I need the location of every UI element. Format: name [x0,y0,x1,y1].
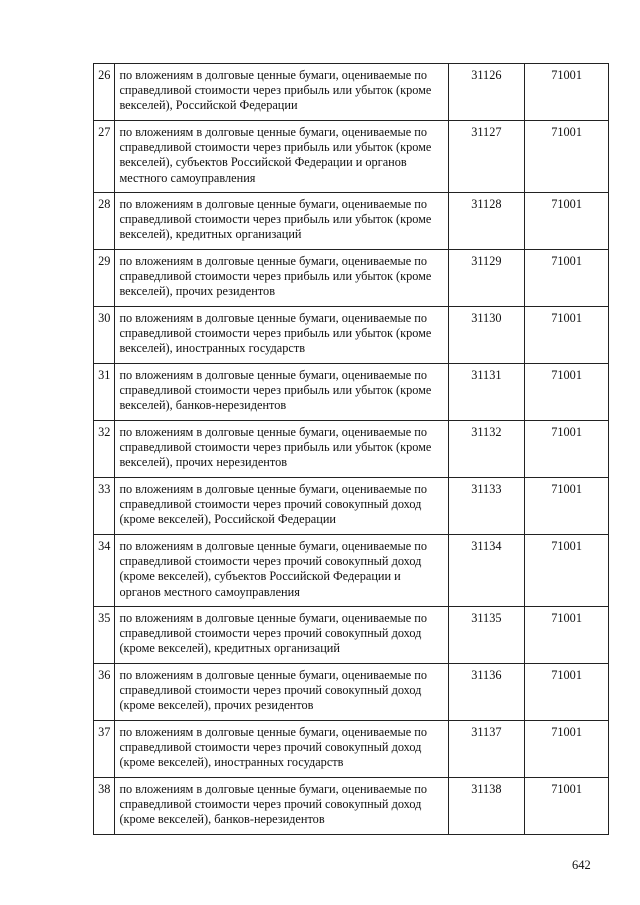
row-number: 31 [94,364,115,421]
corresponding-account: 71001 [525,535,609,607]
row-number: 36 [94,664,115,721]
row-description: по вложениям в долговые ценные бумаги, оцениваемые по справедливой стоимости через прочий совокупный доход (кроме векселей), прочих резидентов [115,664,448,721]
row-description: по вложениям в долговые ценные бумаги, оцениваемые по справедливой стоимости через прибыль или убыток (кроме векселей), прочих нерезидентов [115,421,448,478]
row-number: 28 [94,193,115,250]
row-number: 32 [94,421,115,478]
account-number: 31137 [448,721,525,778]
corresponding-account: 71001 [525,607,609,664]
account-number: 31128 [448,193,525,250]
page-number: 642 [572,858,591,872]
corresponding-account: 71001 [525,778,609,835]
corresponding-account: 71001 [525,478,609,535]
corresponding-account: 71001 [525,421,609,478]
account-number: 31133 [448,478,525,535]
row-description: по вложениям в долговые ценные бумаги, оцениваемые по справедливой стоимости через прибыль или убыток (кроме векселей), иностранных государств [115,307,448,364]
corresponding-account: 71001 [525,250,609,307]
row-description: по вложениям в долговые ценные бумаги, оцениваемые по справедливой стоимости через прибыль или убыток (кроме векселей), Российской Федерации [115,64,448,121]
corresponding-account: 71001 [525,664,609,721]
row-number: 27 [94,121,115,193]
corresponding-account: 71001 [525,721,609,778]
row-description: по вложениям в долговые ценные бумаги, оцениваемые по справедливой стоимости через прочий совокупный доход (кроме векселей), субъектов Российской Федерации и органов местного самоуправления [115,535,448,607]
row-number: 26 [94,64,115,121]
table-row [94,193,609,250]
row-number: 35 [94,607,115,664]
row-number: 29 [94,250,115,307]
table-row [94,250,609,307]
row-number: 38 [94,778,115,835]
account-number: 31132 [448,421,525,478]
account-number: 31130 [448,307,525,364]
account-number: 31135 [448,607,525,664]
row-description: по вложениям в долговые ценные бумаги, оцениваемые по справедливой стоимости через прибыль или убыток (кроме векселей), прочих резидентов [115,250,448,307]
row-description: по вложениям в долговые ценные бумаги, оцениваемые по справедливой стоимости через прибыль или убыток (кроме векселей), субъектов Российской Федерации и органов местного самоуправления [115,121,448,193]
row-description: по вложениям в долговые ценные бумаги, оцениваемые по справедливой стоимости через прибыль или убыток (кроме векселей), кредитных организаций [115,193,448,250]
row-number: 37 [94,721,115,778]
corresponding-account: 71001 [525,121,609,193]
row-number: 33 [94,478,115,535]
row-description: по вложениям в долговые ценные бумаги, оцениваемые по справедливой стоимости через прочий совокупный доход (кроме векселей), кредитных организаций [115,607,448,664]
table-row [94,478,609,535]
table-row [94,421,609,478]
table-row [94,364,609,421]
table-row [94,307,609,364]
row-description: по вложениям в долговые ценные бумаги, оцениваемые по справедливой стоимости через прочий совокупный доход (кроме векселей), банков-нерезидентов [115,778,448,835]
table-row [94,607,609,664]
table-row [94,535,609,607]
corresponding-account: 71001 [525,193,609,250]
table-row [94,664,609,721]
account-number: 31136 [448,664,525,721]
table-row [94,121,609,193]
account-number: 31131 [448,364,525,421]
corresponding-account: 71001 [525,307,609,364]
row-description: по вложениям в долговые ценные бумаги, оцениваемые по справедливой стоимости через прочий совокупный доход (кроме векселей), Российской Федерации [115,478,448,535]
account-number: 31134 [448,535,525,607]
table-row [94,64,609,121]
corresponding-account: 71001 [525,364,609,421]
account-number: 31127 [448,121,525,193]
account-number: 31138 [448,778,525,835]
table-row [94,721,609,778]
row-number: 30 [94,307,115,364]
account-number: 31126 [448,64,525,121]
account-number: 31129 [448,250,525,307]
row-description: по вложениям в долговые ценные бумаги, оцениваемые по справедливой стоимости через прочий совокупный доход (кроме векселей), иностранных государств [115,721,448,778]
corresponding-account: 71001 [525,64,609,121]
row-description: по вложениям в долговые ценные бумаги, оцениваемые по справедливой стоимости через прибыль или убыток (кроме векселей), банков-нерезидентов [115,364,448,421]
table-row [94,778,609,835]
accounts-table [93,63,609,835]
row-number: 34 [94,535,115,607]
